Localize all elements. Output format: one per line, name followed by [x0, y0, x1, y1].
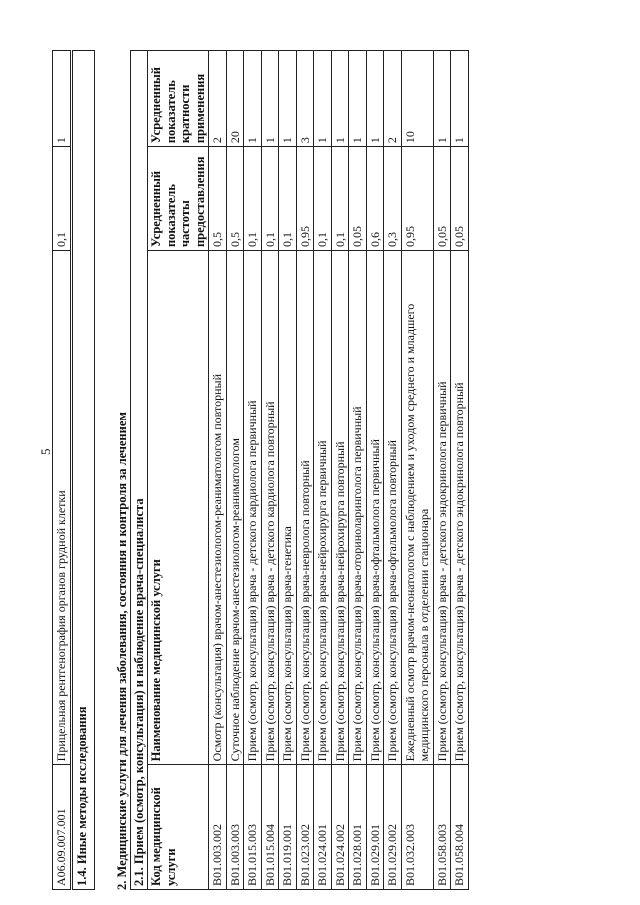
frequency-cell: 0,6: [366, 147, 384, 251]
rotated-page-content: [52, 35, 622, 890]
section-2-1-title: 2.1. Прием (осмотр, консультация) и наблюдение врача-специалиста: [130, 51, 148, 890]
table-row: [261, 51, 279, 890]
section-2-title: 2. Медицинские услуги для лечения заболевания, состояния и контроля за лечением: [114, 412, 129, 890]
multiplicity-cell: 1: [244, 51, 262, 147]
table-row: [349, 51, 367, 890]
frequency-cell: 0,1: [314, 147, 332, 251]
multiplicity-cell: 1: [279, 51, 297, 147]
service-name-cell: Суточное наблюдение врачом-анестезиологом-реаниматологом: [226, 251, 244, 765]
multiplicity-cell: 20: [226, 51, 244, 147]
multiplicity-cell: 1: [331, 51, 349, 147]
frequency-cell: 0,05: [433, 147, 451, 251]
frequency-cell: 0,95: [296, 147, 314, 251]
multiplicity-cell: 1: [314, 51, 332, 147]
multiplicity-cell: 10: [401, 51, 433, 147]
frequency-cell: 0,1: [261, 147, 279, 251]
frequency-cell: 0,3: [384, 147, 402, 251]
diagnostics-table: [52, 50, 71, 890]
service-code-cell: A06.09.007.001: [53, 765, 71, 890]
table-row: [433, 51, 451, 890]
service-code-cell: B01.058.004: [451, 765, 469, 890]
service-name-cell: Прием (осмотр, консультация) врача - детского кардиолога первичный: [244, 251, 262, 765]
multiplicity-cell: 1: [53, 51, 71, 147]
service-name-cell: Прием (осмотр, консультация) врача - детского кардиолога повторный: [261, 251, 279, 765]
table-row: [209, 51, 227, 890]
table-row: [53, 51, 71, 890]
table-row: [279, 51, 297, 890]
table-row: [331, 51, 349, 890]
service-code-cell: B01.003.002: [209, 765, 227, 890]
service-name-cell: Прием (осмотр, консультация) врача-оториноларинголога первичный: [349, 251, 367, 765]
service-code-cell: B01.024.002: [331, 765, 349, 890]
frequency-cell: 0,1: [244, 147, 262, 251]
service-code-cell: B01.023.002: [296, 765, 314, 890]
frequency-cell: 0,1: [53, 147, 71, 251]
table-row: [451, 51, 469, 890]
section-1-4-title: 1.4. Иные методы исследования: [72, 51, 94, 890]
multiplicity-cell: 2: [384, 51, 402, 147]
frequency-cell: 0,1: [279, 147, 297, 251]
service-name-cell: Осмотр (консультация) врачом-анестезиологом-реаниматологом повторный: [209, 251, 227, 765]
multiplicity-cell: 2: [209, 51, 227, 147]
specialist-services-table: [130, 50, 469, 890]
header-frequency: Усредненный показатель частоты предоставления: [148, 147, 209, 251]
table-row: [244, 51, 262, 890]
table-row: [226, 51, 244, 890]
multiplicity-cell: 1: [261, 51, 279, 147]
service-code-cell: B01.028.001: [349, 765, 367, 890]
frequency-cell: 0,1: [331, 147, 349, 251]
service-name-cell: Прием (осмотр, консультация) врача-нейрохирурга повторный: [331, 251, 349, 765]
service-code-cell: B01.029.002: [384, 765, 402, 890]
table-row: [384, 51, 402, 890]
service-name-cell: Ежедневный осмотр врачом-неонатологом с наблюдением и уходом среднего и младшего медицинского персонала в отделении стационара: [401, 251, 433, 765]
table-row: [366, 51, 384, 890]
frequency-cell: 0,05: [451, 147, 469, 251]
table-row: [314, 51, 332, 890]
service-code-cell: B01.024.001: [314, 765, 332, 890]
page-number: 5: [38, 448, 53, 455]
service-name-cell: Прием (осмотр, консультация) врача-нейрохирурга первичный: [314, 251, 332, 765]
service-name-cell: Прием (осмотр, консультация) врача - детского эндокринолога повторный: [451, 251, 469, 765]
multiplicity-cell: 3: [296, 51, 314, 147]
service-code-cell: B01.003.003: [226, 765, 244, 890]
multiplicity-cell: 1: [433, 51, 451, 147]
service-name-cell: Прием (осмотр, консультация) врача-невролога повторный: [296, 251, 314, 765]
service-code-cell: B01.032.003: [401, 765, 433, 890]
multiplicity-cell: 1: [349, 51, 367, 147]
frequency-cell: 0,05: [349, 147, 367, 251]
table-row: [401, 51, 433, 890]
table-row: [296, 51, 314, 890]
section-1-4-box: [72, 50, 95, 890]
service-code-cell: B01.019.001: [279, 765, 297, 890]
header-multiplicity: Усредненный показатель кратности применения: [148, 51, 209, 147]
service-name-cell: Прием (осмотр, консультация) врача-офтальмолога первичный: [366, 251, 384, 765]
service-code-cell: B01.015.003: [244, 765, 262, 890]
header-name: Наименование медицинской услуги: [148, 251, 209, 765]
multiplicity-cell: 1: [451, 51, 469, 147]
frequency-cell: 0,5: [226, 147, 244, 251]
service-name-cell: Прицельная рентгенография органов грудной клетки: [53, 251, 71, 765]
service-code-cell: B01.058.003: [433, 765, 451, 890]
service-name-cell: Прием (осмотр, консультация) врача - детского эндокринолога первичный: [433, 251, 451, 765]
header-code: Код медицинской услуги: [148, 765, 209, 890]
table-header-row: [148, 51, 209, 890]
service-code-cell: B01.029.001: [366, 765, 384, 890]
frequency-cell: 0,95: [401, 147, 433, 251]
multiplicity-cell: 1: [366, 51, 384, 147]
service-code-cell: B01.015.004: [261, 765, 279, 890]
service-name-cell: Прием (осмотр, консультация) врача-офтальмолога повторный: [384, 251, 402, 765]
service-name-cell: Прием (осмотр, консультация) врача-генетика: [279, 251, 297, 765]
frequency-cell: 0,5: [209, 147, 227, 251]
